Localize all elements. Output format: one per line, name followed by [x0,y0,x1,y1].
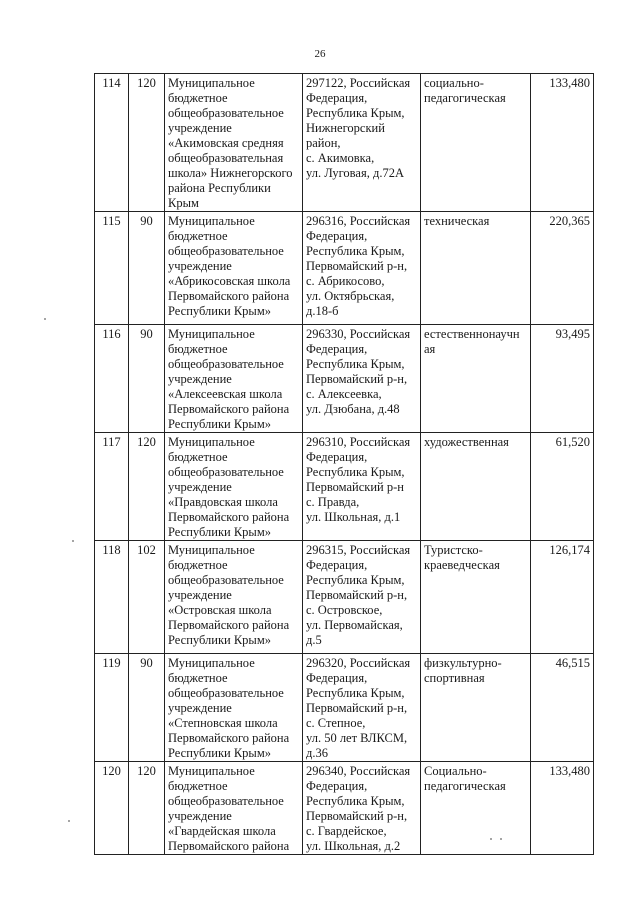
institution-address: 297122, Российская Федерация, Республика Крым, Нижнегорский район, с. Акимовка, ул. Луговая, д.72А [303,74,421,212]
student-count: 102 [129,541,165,654]
row-number: 117 [95,433,129,541]
program-focus: Туристско- краеведческая [421,541,531,654]
amount-value: 126,174 [531,541,594,654]
student-count: 90 [129,212,165,325]
student-count: 120 [129,762,165,855]
institution-address: 296320, Российская Федерация, Республика Крым, Первомайский р-н, с. Степное, ул. 50 лет ВЛКСМ, д.36 [303,654,421,762]
institution-name: Муниципальное бюджетное общеобразовательное учреждение «Островская школа Первомайского района Республики Крым» [165,541,303,654]
institution-name: Муниципальное бюджетное общеобразовательное учреждение «Акимовская средняя общеобразовательная школа» Нижнегорского района Республики Крым [165,74,303,212]
row-number: 116 [95,325,129,433]
student-count: 90 [129,654,165,762]
table-row [95,433,594,541]
program-focus: физкультурно- спортивная [421,654,531,762]
amount-value: 61,520 [531,433,594,541]
scan-speck [44,318,46,320]
table-row [95,74,594,212]
amount-value: 93,495 [531,325,594,433]
row-number: 120 [95,762,129,855]
student-count: 90 [129,325,165,433]
table-row [95,541,594,654]
program-focus: естественнонаучн ая [421,325,531,433]
institution-address: 296310, Российская Федерация, Республика Крым, Первомайский р-н с. Правда, ул. Школьная, д.1 [303,433,421,541]
scan-speck [72,540,74,542]
scan-speck [500,838,502,840]
institution-address: 296316, Российская Федерация, Республика Крым, Первомайский р-н, с. Абрикосово, ул. Октябрьская, д.18-б [303,212,421,325]
amount-value: 46,515 [531,654,594,762]
program-focus: техническая [421,212,531,325]
institution-name: Муниципальное бюджетное общеобразовательное учреждение «Степновская школа Первомайского района Республики Крым» [165,654,303,762]
institution-address: 296315, Российская Федерация, Республика Крым, Первомайский р-н, с. Островское, ул. Первомайская, д.5 [303,541,421,654]
institution-name: Муниципальное бюджетное общеобразовательное учреждение «Алексеевская школа Первомайского района Республики Крым» [165,325,303,433]
institution-name: Муниципальное бюджетное общеобразовательное учреждение «Правдовская школа Первомайского района Республики Крым» [165,433,303,541]
program-focus: социально- педагогическая [421,74,531,212]
institution-address: 296340, Российская Федерация, Республика Крым, Первомайский р-н, с. Гвардейское, ул. Школьная, д.2 [303,762,421,855]
program-focus: Социально- педагогическая [421,762,531,855]
amount-value: 220,365 [531,212,594,325]
row-number: 115 [95,212,129,325]
program-focus: художественная [421,433,531,541]
student-count: 120 [129,433,165,541]
row-number: 119 [95,654,129,762]
institution-name: Муниципальное бюджетное общеобразовательное учреждение «Абрикосовская школа Первомайского района Республики Крым» [165,212,303,325]
table-row [95,212,594,325]
institution-name: Муниципальное бюджетное общеобразовательное учреждение «Гвардейская школа Первомайского района [165,762,303,855]
table-row [95,654,594,762]
student-count: 120 [129,74,165,212]
scan-speck [490,838,492,840]
page-number: 26 [314,48,326,60]
table-row [95,325,594,433]
row-number: 118 [95,541,129,654]
table-row [95,762,594,855]
scan-speck [68,820,70,822]
institution-address: 296330, Российская Федерация, Республика Крым, Первомайский р-н, с. Алексеевка, ул. Дзюбана, д.48 [303,325,421,433]
schools-table [94,73,594,855]
amount-value: 133,480 [531,74,594,212]
amount-value: 133,480 [531,762,594,855]
row-number: 114 [95,74,129,212]
